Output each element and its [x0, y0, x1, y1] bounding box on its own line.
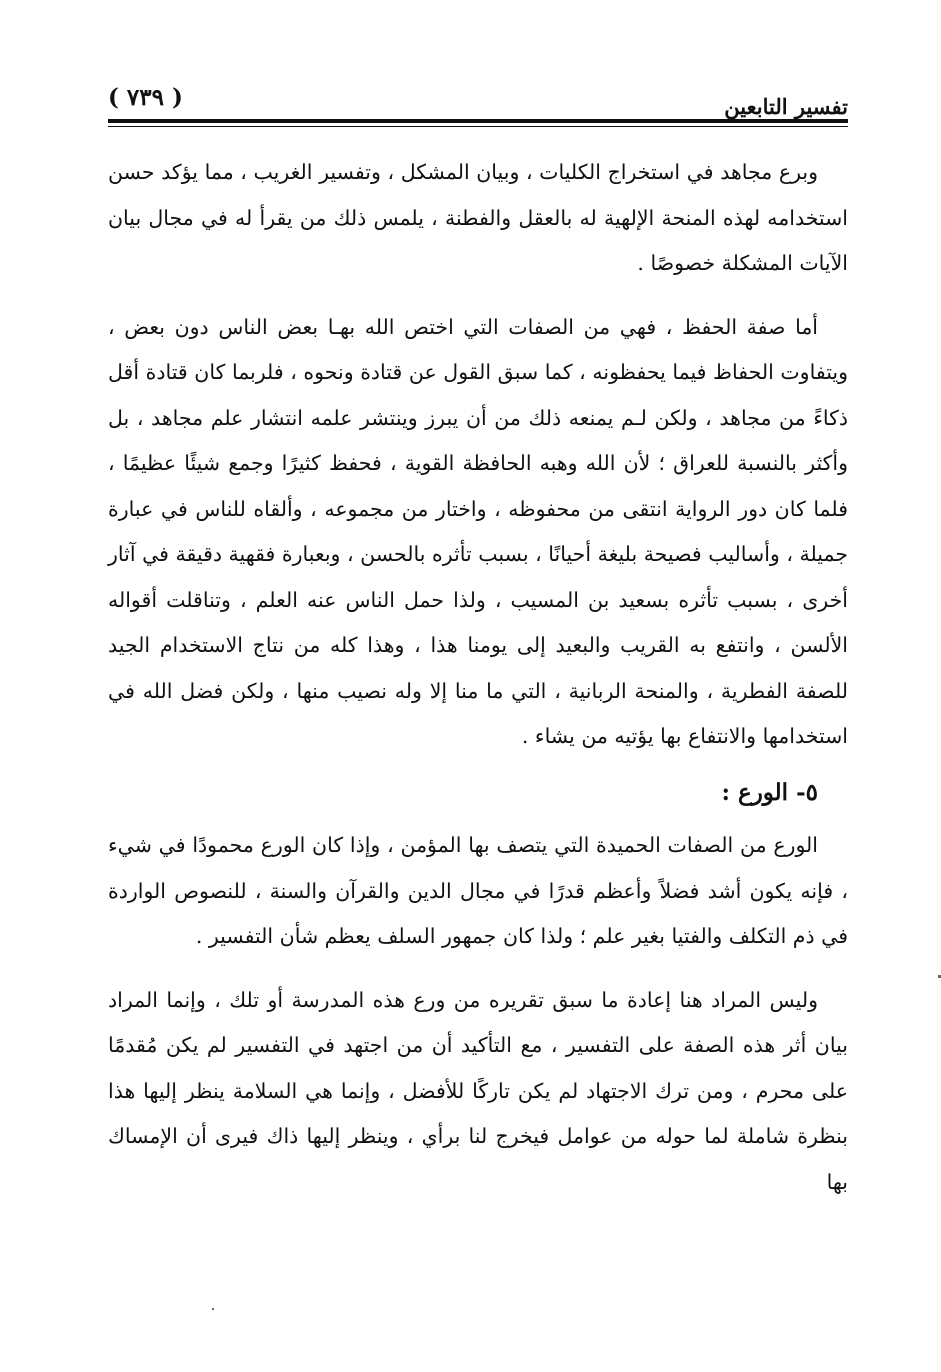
- paragraph-3: الورع من الصفات الحميدة التي يتصف بها المؤمن ، وإذا كان الورع محمودًا في شيء ، فإنه يكون أشد فضلاً وأعظم قدرًا في مجال الدين والقرآن والسنة ، للنصوص الواردة في ذم التكلف والفتيا بغير علم ؛ ولذا كان جمهور السلف يعظم شأن التفسير .: [108, 833, 848, 948]
- paragraph-1: وبرع مجاهد في استخراج الكليات ، وبيان المشكل ، وتفسير الغريب ، مما يؤكد حسن استخدامه لهذه المنحة الإلهية له بالعقل والفطنة ، يلمس ذلك من يقرأ له في مجال بيان الآيات المشكلة خصوصًا .: [108, 160, 848, 275]
- running-title: تفسير التابعين: [724, 94, 848, 119]
- scan-mark-bottom: [212, 1308, 214, 1310]
- header-rule-thick: [108, 119, 848, 123]
- page-header: [108, 84, 848, 124]
- paragraph-2: أما صفة الحفظ ، فهي من الصفات التي اختص الله بهـا بعض الناس دون بعض ، ويتفاوت الحفاظ فيما يحفظونه ، كما سبق القول عن قتادة ونحوه ، فلربما كان قتادة أقل ذكاءً من مجاهد ، ولكن لـم يمنعه ذلك من أن يبرز وينتشر علمه انتشار علم مجاهد ، بل وأكثر بالنسبة للعراق ؛ لأن الله وهبه الحافظة القوية ، فحفظ كثيرًا وجمع شيئًا عظيمًا ، فلما كان دور الرواية انتقى من محفوظه ، واختار من مجموعه ، وألقاه للناس في عبارة جميلة ، وأساليب فصيحة بليغة أحيانًا ، بسبب تأثره بالحسن ، وبعبارة فقهية دقيقة في آثار أخرى ، بسبب تأثره بسعيد بن المسيب ، ولذا حمل الناس عنه العلم ، وتناقلت أقواله الألسن ، وانتفع به القريب والبعيد إلى يومنا هذا ، وهذا كله من نتاج الاستخدام الجيد للصفة الفطرية ، والمنحة الربانية ، التي ما منا إلا وله نصيب منها ، ولكن فضل الله في استخدامها والانتفاع بها يؤتيه من يشاء .: [108, 314, 848, 748]
- section-heading: ٥- الورع :: [721, 778, 818, 806]
- paragraph-4: وليس المراد هنا إعادة ما سبق تقريره من ورع هذه المدرسة أو تلك ، وإنما المراد بيان أثر هذه الصفة على التفسير ، مع التأكيد أن من اجتهد في التفسير لم يكن مُقدمًا على محرم ، ومن ترك الاجتهاد لم يكن تاركًا للأفضل ، وإنما هي السلامة ينظر إليها هذا بنظرة شاملة لما حوله من عوامل فيخرج لنا برأي ، وينظر إليها ذاك فيرى أن الإمساك بها: [108, 987, 848, 1194]
- header-rule-thin: [108, 126, 848, 127]
- page-number: ( ٧٣٩ ): [108, 84, 183, 111]
- page-body: [108, 150, 848, 1205]
